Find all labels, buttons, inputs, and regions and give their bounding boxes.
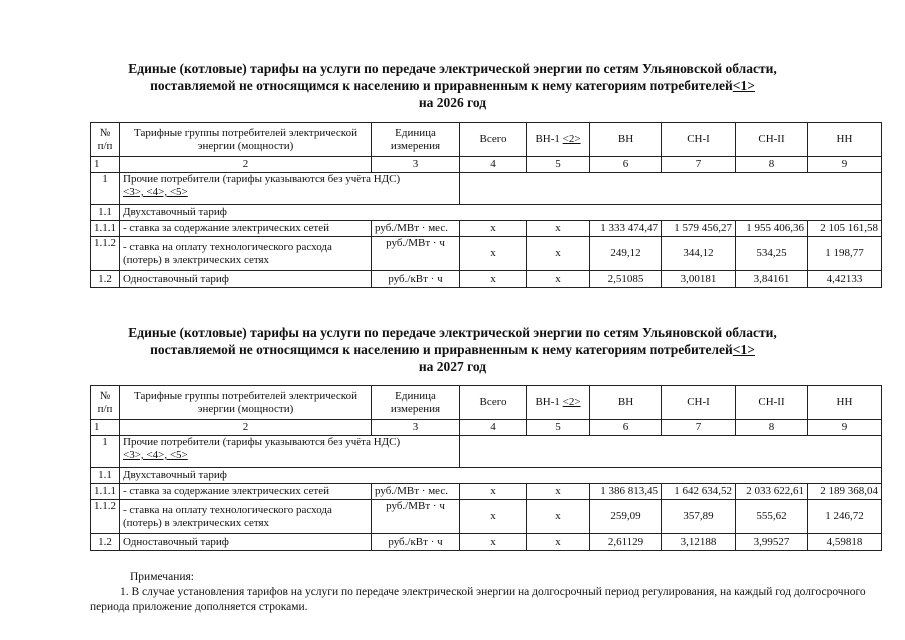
- value-cell: 1 642 634,52: [662, 484, 736, 500]
- value-cell: 259,09: [590, 500, 662, 534]
- row-number: 1.1: [91, 205, 120, 221]
- value-cell: 1 386 813,45: [590, 484, 662, 500]
- row-number: 1: [91, 173, 120, 205]
- col-number: 8: [736, 420, 808, 436]
- col-vn-header: ВН: [590, 123, 662, 157]
- row-number: 1.1.1: [91, 484, 120, 500]
- col-unit-header: Единица измерения: [372, 386, 460, 420]
- value-cell: х: [460, 221, 527, 237]
- column-numbers-row: [91, 157, 882, 173]
- title-2026: [0, 60, 905, 111]
- value-cell: 2,61129: [590, 534, 662, 551]
- row-number: 1.1.1: [91, 221, 120, 237]
- title-line1: Единые (котловые) тарифы на услуги по передаче электрической энергии по сетям Ульяновской области,: [128, 61, 777, 76]
- col-num-header: № п/п: [91, 386, 120, 420]
- table-row: [91, 534, 882, 551]
- value-cell: 1 198,77: [808, 237, 882, 271]
- value-cell: х: [460, 237, 527, 271]
- table-row: [91, 221, 882, 237]
- value-cell: 2,51085: [590, 271, 662, 288]
- value-cell: х: [527, 484, 590, 500]
- value-cell: х: [460, 500, 527, 534]
- col-total-header: Всего: [460, 386, 527, 420]
- row-label: Одноставочный тариф: [120, 534, 372, 551]
- row-label: Прочие потребители (тарифы указываются без учёта НДС) <3>, <4>, <5>: [120, 173, 460, 205]
- row-number: 1.1: [91, 468, 120, 484]
- table-row: [91, 500, 882, 534]
- value-cell: 2 189 368,04: [808, 484, 882, 500]
- header-row: [91, 386, 882, 420]
- col-vn1-header: ВН-1 <2>: [527, 123, 590, 157]
- footnote-ref-1[interactable]: <1>: [732, 342, 755, 357]
- col-total-header: Всего: [460, 123, 527, 157]
- col-group-header: Тарифные группы потребителей электрической энергии (мощности): [120, 386, 372, 420]
- title-year: на 2027 год: [418, 359, 487, 374]
- col-number: 3: [372, 157, 460, 173]
- col-vn1-header: ВН-1 <2>: [527, 386, 590, 420]
- row-number: 1.2: [91, 271, 120, 288]
- title-line2: поставляемой не относящимся к населению и приравненным к нему категориям потребителей<1>: [150, 342, 755, 357]
- footnote-ref-2[interactable]: <2>: [562, 133, 581, 145]
- value-cell: 3,00181: [662, 271, 736, 288]
- notes: [90, 570, 890, 615]
- table-row: [91, 237, 882, 271]
- value-cell: 1 246,72: [808, 500, 882, 534]
- tariff-table-2026: [90, 122, 882, 288]
- unit-cell: руб./МВт · мес.: [372, 221, 460, 237]
- col-sn2-header: СН-II: [736, 386, 808, 420]
- col-number: 5: [527, 420, 590, 436]
- value-cell: 3,84161: [736, 271, 808, 288]
- row-label: - ставка за содержание электрических сетей: [120, 484, 372, 500]
- unit-cell: руб./МВт · ч: [372, 237, 460, 271]
- footnote-refs[interactable]: <3>, <4>, <5>: [123, 449, 188, 461]
- col-number: 9: [808, 420, 882, 436]
- value-cell: 1 333 474,47: [590, 221, 662, 237]
- table-row: [91, 205, 882, 221]
- value-cell: 3,99527: [736, 534, 808, 551]
- table-row: [91, 468, 882, 484]
- row-label: - ставка за содержание электрических сетей: [120, 221, 372, 237]
- col-number: 7: [662, 157, 736, 173]
- value-cell: х: [527, 534, 590, 551]
- col-nn-header: НН: [808, 386, 882, 420]
- value-cell: 534,25: [736, 237, 808, 271]
- row-number: 1.2: [91, 534, 120, 551]
- col-number: 2: [120, 420, 372, 436]
- row-label: - ставка на оплату технологического расхода (потерь) в электрических сетях: [120, 237, 372, 271]
- value-cell: 3,12188: [662, 534, 736, 551]
- col-number: 1: [91, 420, 120, 436]
- table-row: [91, 436, 882, 468]
- value-cell: х: [527, 500, 590, 534]
- column-numbers-row: [91, 420, 882, 436]
- title-2027: [0, 324, 905, 375]
- row-label: Двухставочный тариф: [120, 468, 882, 484]
- footnote-ref-1[interactable]: <1>: [732, 78, 755, 93]
- unit-cell: руб./кВт · ч: [372, 534, 460, 551]
- row-label: Прочие потребители (тарифы указываются без учёта НДС) <3>, <4>, <5>: [120, 436, 460, 468]
- value-cell: х: [527, 221, 590, 237]
- value-cell: 2 033 622,61: [736, 484, 808, 500]
- unit-cell: руб./кВт · ч: [372, 271, 460, 288]
- value-cell: 344,12: [662, 237, 736, 271]
- empty-cell: [460, 173, 882, 205]
- col-number: 8: [736, 157, 808, 173]
- row-label: - ставка на оплату технологического расхода (потерь) в электрических сетях: [120, 500, 372, 534]
- value-cell: х: [460, 271, 527, 288]
- header-row: [91, 123, 882, 157]
- value-cell: х: [527, 237, 590, 271]
- col-sn1-header: СН-I: [662, 386, 736, 420]
- col-number: 3: [372, 420, 460, 436]
- empty-cell: [460, 436, 882, 468]
- col-sn2-header: СН-II: [736, 123, 808, 157]
- value-cell: х: [527, 271, 590, 288]
- row-label: Двухставочный тариф: [120, 205, 882, 221]
- unit-cell: руб./МВт · ч: [372, 500, 460, 534]
- table-row: [91, 173, 882, 205]
- note-item: 1. В случае установления тарифов на услуги по передаче электрической энергии на долгосрочный период регулирования, на каждый год долгосрочного периода приложение дополняется строками.: [90, 586, 866, 613]
- col-sn1-header: СН-I: [662, 123, 736, 157]
- col-number: 1: [91, 157, 120, 173]
- value-cell: х: [460, 484, 527, 500]
- footnote-refs[interactable]: <3>, <4>, <5>: [123, 186, 188, 198]
- value-cell: 4,42133: [808, 271, 882, 288]
- col-number: 6: [590, 157, 662, 173]
- table-row: [91, 484, 882, 500]
- value-cell: х: [460, 534, 527, 551]
- col-number: 6: [590, 420, 662, 436]
- title-line1: Единые (котловые) тарифы на услуги по передаче электрической энергии по сетям Ульяновской области,: [128, 325, 777, 340]
- value-cell: 4,59818: [808, 534, 882, 551]
- col-number: 5: [527, 157, 590, 173]
- row-number: 1.1.2: [91, 237, 120, 271]
- notes-heading: Примечания:: [130, 571, 194, 583]
- col-num-header: № п/п: [91, 123, 120, 157]
- value-cell: 555,62: [736, 500, 808, 534]
- col-number: 4: [460, 420, 527, 436]
- value-cell: 249,12: [590, 237, 662, 271]
- value-cell: 1 955 406,36: [736, 221, 808, 237]
- col-number: 4: [460, 157, 527, 173]
- value-cell: 357,89: [662, 500, 736, 534]
- col-nn-header: НН: [808, 123, 882, 157]
- row-label: Одноставочный тариф: [120, 271, 372, 288]
- tariff-table-2027: [90, 385, 882, 551]
- col-vn-header: ВН: [590, 386, 662, 420]
- col-number: 2: [120, 157, 372, 173]
- footnote-ref-2[interactable]: <2>: [562, 396, 581, 408]
- col-number: 7: [662, 420, 736, 436]
- title-year: на 2026 год: [418, 95, 487, 110]
- table-row: [91, 271, 882, 288]
- value-cell: 1 579 456,27: [662, 221, 736, 237]
- col-number: 9: [808, 157, 882, 173]
- value-cell: 2 105 161,58: [808, 221, 882, 237]
- row-number: 1: [91, 436, 120, 468]
- col-group-header: Тарифные группы потребителей электрической энергии (мощности): [120, 123, 372, 157]
- title-line2: поставляемой не относящимся к населению и приравненным к нему категориям потребителей<1>: [150, 78, 755, 93]
- row-number: 1.1.2: [91, 500, 120, 534]
- unit-cell: руб./МВт · мес.: [372, 484, 460, 500]
- col-unit-header: Единица измерения: [372, 123, 460, 157]
